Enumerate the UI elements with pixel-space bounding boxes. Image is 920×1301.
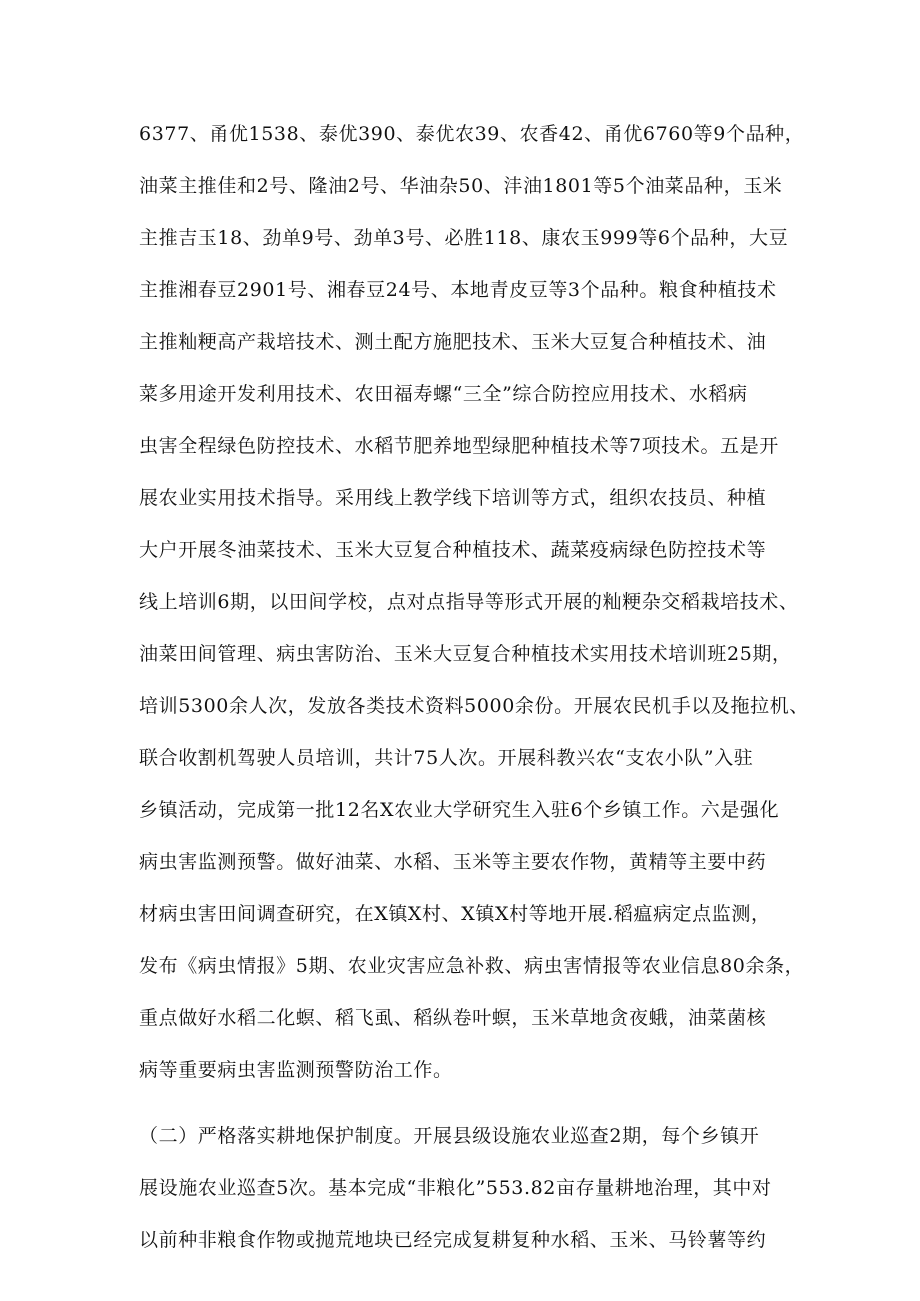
text-line: 展设施农业巡查5次。基本完成“非粮化”553.82亩存量耕地治理，其中对 <box>139 1177 772 1199</box>
text-line: 发布《病虫情报》5期、农业灾害应急补救、病虫害情报等农业信息80余条， <box>139 955 805 977</box>
text-line: 乡镇活动，完成第一批12名X农业大学研究生入驻6个乡镇工作。六是强化 <box>139 799 780 821</box>
text-line: 大户开展冬油菜技术、玉米大豆复合种植技术、蔬菜疫病绿色防控技术等 <box>139 539 767 561</box>
text-line: 联合收割机驾驶人员培训，共计75人次。开展科教兴农“支农小队”入驻 <box>139 747 754 769</box>
text-line: 6377、甬优1538、泰优390、泰优农39、农香42、甬优6760等9个品种， <box>139 123 805 145</box>
text-line: 培训5300余人次，发放各类技术资料5000余份。开展农民机手以及拖拉机、 <box>139 695 809 717</box>
text-line: 虫害全程绿色防控技术、水稻节肥养地型绿肥种植技术等7项技术。五是开 <box>139 435 779 457</box>
text-line: 主推吉玉18、劲单9号、劲单3号、必胜118、康农玉999等6个品种，大豆 <box>139 227 789 249</box>
section-heading-line: （二）严格落实耕地保护制度。开展县级设施农业巡查2期，每个乡镇开 <box>139 1125 760 1147</box>
body-text <box>139 114 809 1272</box>
text-line: 以前种非粮食作物或抛荒地块已经完成复耕复种水稻、玉米、马铃薯等约 <box>139 1229 767 1251</box>
text-line: 菜多用途开发利用技术、农田福寿螺“三全”综合防控应用技术、水稻病 <box>139 383 748 405</box>
text-line: 材病虫害田间调查研究，在X镇X村、X镇X村等地开展.稻瘟病定点监测， <box>139 903 771 925</box>
text-line: 线上培训6期，以田间学校，点对点指导等形式开展的籼粳杂交稻栽培技术、 <box>139 591 799 613</box>
text-line: 展农业实用技术指导。采用线上教学线下培训等方式，组织农技员、种植 <box>139 487 767 509</box>
text-line: 油菜主推佳和2号、隆油2号、华油杂50、沣油1801等5个油菜品种，玉米 <box>139 175 783 197</box>
text-line: 病虫害监测预警。做好油菜、水稻、玉米等主要农作物，黄精等主要中药 <box>139 851 767 873</box>
text-line: 病等重要病虫害监测预警防治工作。 <box>139 1059 453 1081</box>
text-line: 主推籼粳高产栽培技术、测土配方施肥技术、玉米大豆复合种植技术、油 <box>139 331 767 353</box>
text-line: 油菜田间管理、病虫害防治、玉米大豆复合种植技术实用技术培训班25期， <box>139 643 792 665</box>
text-line: 重点做好水稻二化螟、稻飞虱、稻纵卷叶螟，玉米草地贪夜蛾，油菜菌核 <box>139 1007 767 1029</box>
text-line: 主推湘春豆2901号、湘春豆24号、本地青皮豆等3个品种。粮食种植技术 <box>139 279 777 301</box>
